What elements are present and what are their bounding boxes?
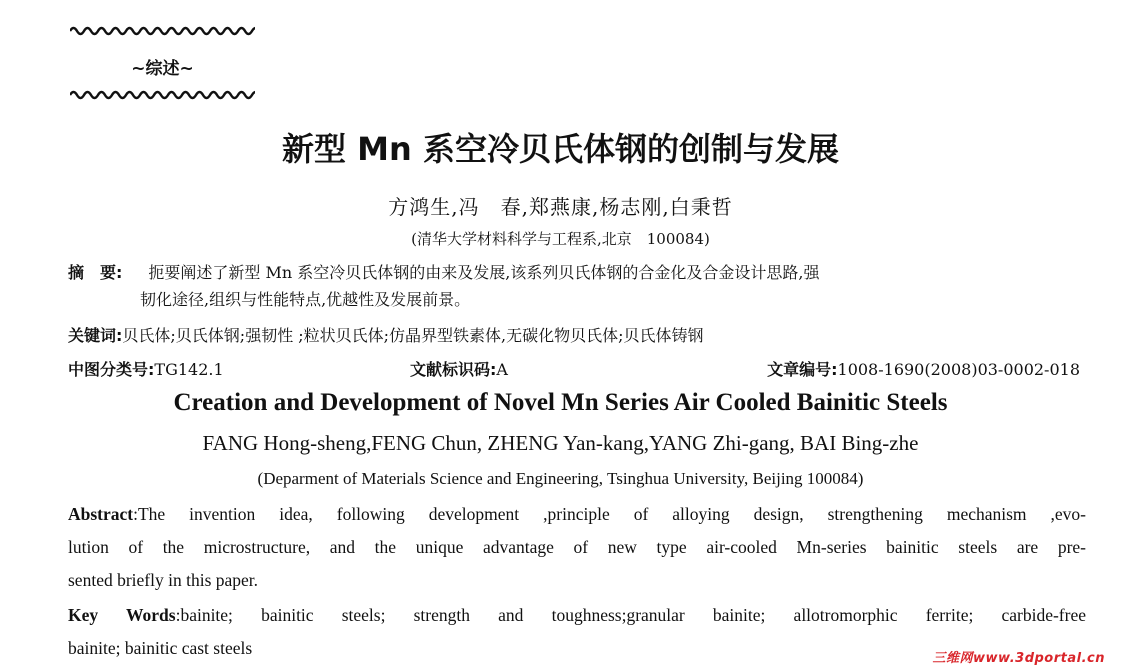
- english-keywords-label: Key Words: [68, 605, 176, 625]
- english-keywords-text-2: bainite; bainitic cast steels: [68, 638, 253, 658]
- english-abstract-label: Abstract: [68, 504, 134, 524]
- classification-row: [68, 356, 1080, 383]
- clc-value: TG142.1: [154, 360, 224, 379]
- english-affiliation: (Deparment of Materials Science and Engineering, Tsinghua University, Beijing 100084): [257, 469, 864, 488]
- article-number-label: 文章编号:: [767, 360, 838, 379]
- chinese-abstract: [68, 259, 1088, 313]
- clc-number: [68, 356, 224, 383]
- english-abstract: [68, 498, 1086, 597]
- chinese-keywords-text: 贝氏体;贝氏体钢;强韧性 ;粒状贝氏体;仿晶界型铁素体,无碳化物贝氏体;贝氏体铸钢: [122, 326, 704, 345]
- chinese-title: 新型 Mn 系空冷贝氏体钢的创制与发展: [282, 130, 839, 168]
- english-abstract-line: [68, 498, 1086, 531]
- document-code: [410, 356, 508, 383]
- decorative-bottom-border: [70, 89, 255, 101]
- chinese-affiliation: (清华大学材料科学与工程系,北京 100084): [411, 230, 710, 248]
- chinese-keywords: [68, 322, 704, 349]
- english-authors: FANG Hong-sheng,FENG Chun, ZHENG Yan-kang,YANG Zhi-gang, BAI Bing-zhe: [202, 431, 919, 455]
- english-keywords-line: [68, 599, 1086, 632]
- wave-border-graphic: [70, 89, 255, 101]
- document-code-label: 文献标识码:: [410, 360, 497, 379]
- chinese-keywords-label: 关键词:: [68, 326, 123, 345]
- section-label: ~综述~: [131, 59, 194, 79]
- chinese-authors: 方鸿生,冯 春,郑燕康,杨志刚,白秉哲: [388, 195, 733, 219]
- english-keywords-text-1: :bainite; bainitic steels; strength and toughness;granular bainite; allotromorphic ferrite; carbide-free: [175, 605, 1086, 625]
- english-abstract-text-1: :The invention idea, following development ,principle of alloying design, strengthening mechanism ,evo-: [133, 504, 1086, 524]
- english-abstract-text-2: lution of the microstructure, and the unique advantage of new type air-cooled Mn-series bainitic steels are pre-: [68, 537, 1086, 557]
- decorative-top-border: [70, 25, 255, 37]
- chinese-abstract-text-2: 韧化途径,组织与性能特点,优越性及发展前景。: [140, 290, 471, 309]
- chinese-abstract-label: 摘 要:: [68, 263, 123, 282]
- english-abstract-text-3: sented briefly in this paper.: [68, 570, 259, 590]
- chinese-abstract-text-1: 扼要阐述了新型 Mn 系空冷贝氏体钢的由来及发展,该系列贝氏体钢的合金化及合金设计思路,强: [148, 263, 820, 282]
- wave-border-graphic: [70, 25, 255, 37]
- english-title: Creation and Development of Novel Mn Series Air Cooled Bainitic Steels: [173, 389, 948, 416]
- clc-label: 中图分类号:: [68, 360, 155, 379]
- chinese-abstract-line: [68, 259, 1088, 286]
- watermark: 三维网www.3dportal.cn: [932, 651, 1105, 666]
- document-code-value: A: [496, 360, 508, 379]
- article-number: [767, 356, 1080, 383]
- article-number-value: 1008-1690(2008)03-0002-018: [837, 360, 1080, 379]
